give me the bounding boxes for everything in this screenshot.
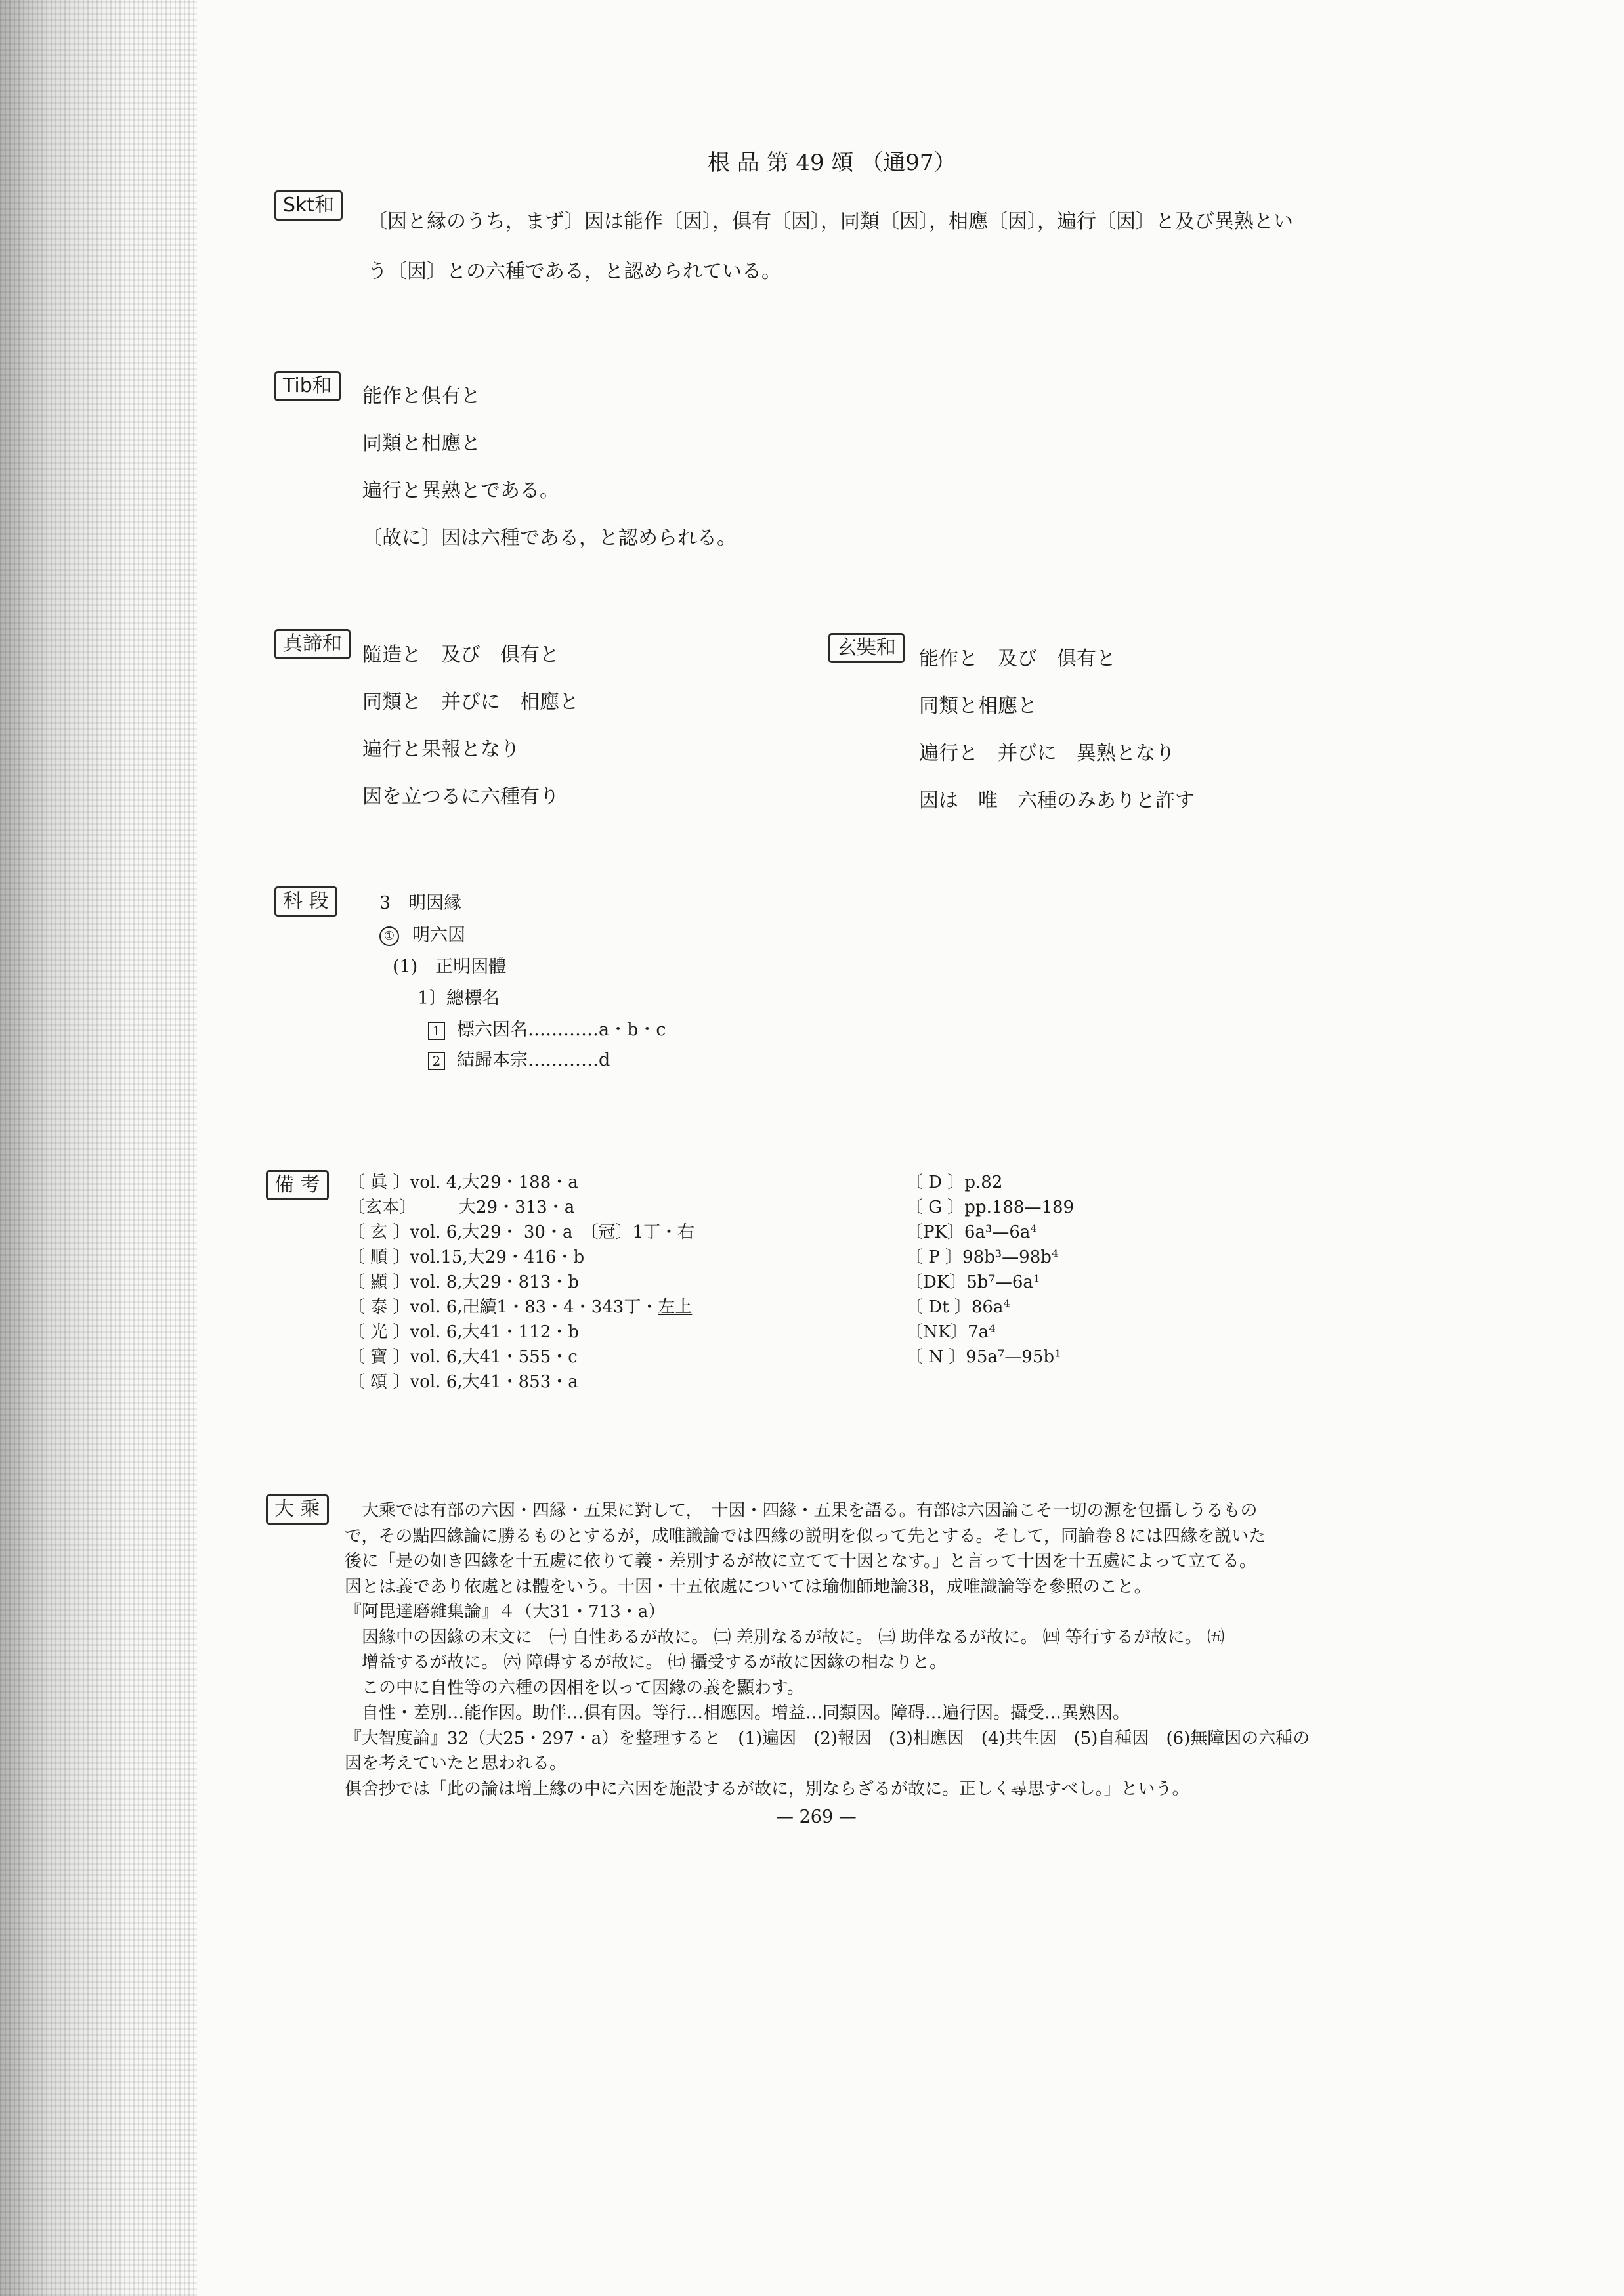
daijo-line: 大乘では有部の六因・四縁・五果に對して， 十因・四緣・五果を語る。有部は六因論こそ一切の源を包攝しうるもの (345, 1501, 1258, 1521)
tib-label: Tib和 (274, 371, 341, 401)
biko-ref: 〔 玄 〕vol. 6,大29・ 30・a 〔冠〕1丁・右 (348, 1223, 694, 1242)
daijo-line: 因を考えていたと思われる。 (345, 1754, 567, 1773)
biko-right-list (906, 1170, 1074, 1370)
kadan-label: 科 段 (274, 886, 337, 917)
tib-line: 同類と相應と (362, 432, 481, 455)
biko-ref: 〔 泰 〕vol. 6,卍續1・83・4・343丁・ (348, 1297, 658, 1317)
tib-line: 〔故に〕因は六種である，と認められる。 (362, 527, 737, 550)
shintai-verse (362, 632, 579, 821)
daijo-line: 因とは義であり依處とは體をいう。十因・十五依處については瑜伽師地論38，成唯識論等を參照のこと。 (345, 1576, 1151, 1597)
shintai-label: 真諦和 (274, 629, 351, 659)
tib-line: 能作と俱有と (362, 385, 481, 408)
biko-ref: 〔 寶 〕vol. 6,大41・555・c (348, 1347, 578, 1367)
kadan-level2-text: 明六因 (412, 925, 465, 945)
biko-ref-with-underline (348, 1295, 694, 1320)
daijo-line: 後に「是の如き四緣を十五處に依りて義・差別するが故に立てて十因となす。」と言って十因を十五處によって立てる。 (345, 1551, 1256, 1571)
shintai-line: 隨造と 及び 俱有と (362, 643, 559, 666)
daijo-line: この中に自性等の六種の因相を以って因緣の義を顯わす。 (345, 1678, 804, 1698)
genjo-line: 遍行と 并びに 異熟となり (919, 742, 1175, 765)
shintai-line: 同類と 并びに 相應と (362, 691, 579, 714)
kadan-level3: (1) 正明因體 (393, 957, 507, 977)
biko-ref: 〔玄本〕 大29・313・a (348, 1198, 575, 1217)
biko-ref: 〔 G 〕pp.188—189 (906, 1198, 1075, 1217)
skt-text (368, 197, 1293, 297)
genjo-line: 同類と相應と (919, 695, 1037, 718)
shintai-line: 因を立つるに六種有り (362, 785, 559, 808)
genjo-line: 因は 唯 六種のみありと許す (919, 789, 1195, 812)
circle-number: ① (379, 926, 399, 946)
biko-ref: 〔 D 〕p.82 (906, 1173, 1003, 1192)
biko-ref: 〔 Dt 〕86a⁴ (906, 1297, 1010, 1317)
skt-line: う〔因〕との六種である，と認められている。 (368, 260, 781, 283)
kadan-level5 (428, 1015, 666, 1041)
kadan-level5-text: 標六因名…………a・b・c (457, 1020, 666, 1040)
skt-line: 〔因と縁のうち，まず〕因は能作〔因〕，俱有〔因〕，同類〔因〕，相應〔因〕，遍行〔因〕と及び異熟とい (368, 210, 1293, 233)
skt-label: Skt和 (274, 190, 343, 221)
box-number: 2 (428, 1052, 445, 1070)
kadan-level4: 1〕總標名 (417, 988, 500, 1008)
biko-ref: 〔 眞 〕vol. 4,大29・188・a (348, 1173, 578, 1192)
daijo-text (345, 1498, 1310, 1802)
biko-ref: 〔 顯 〕vol. 8,大29・813・b (348, 1272, 579, 1292)
daijo-line: 『阿毘達磨雜集論』４（大31・713・a） (345, 1602, 666, 1622)
biko-label: 備 考 (266, 1170, 329, 1200)
daijo-line: 『大智度論』32（大25・297・a）を整理すると (1)遍因 (2)報因 (3)相應因 (4)共生因 (5)自種因 (6)無障因の六種の (345, 1728, 1310, 1748)
biko-left-list (348, 1170, 694, 1395)
kadan-level6-text: 結歸本宗…………d (457, 1050, 610, 1070)
scan-shadow (0, 0, 197, 2296)
tib-verse (362, 373, 737, 562)
genjo-line: 能作と 及び 俱有と (919, 647, 1116, 670)
biko-ref: 〔NK〕7a⁴ (906, 1322, 996, 1342)
kadan-level1: 3 明因縁 (379, 893, 462, 913)
daijo-line: 自性・差別…能作因。助伴…俱有因。等行…相應因。增益…同類因。障碍…遍行因。攝受…異熟因。 (345, 1703, 1130, 1723)
box-number: 1 (428, 1022, 445, 1040)
biko-ref: 〔DK〕5b⁷—6a¹ (906, 1272, 1040, 1292)
biko-ref: 〔 頌 〕vol. 6,大41・853・a (348, 1372, 578, 1392)
daijo-line: 俱舍抄では「此の論は增上緣の中に六因を施設するが故に，別ならざるが故に。正しく尋思すべし。」という。 (345, 1779, 1189, 1799)
genjo-label: 玄奘和 (828, 633, 905, 663)
biko-ref: 〔 P 〕98b³—98b⁴ (906, 1247, 1059, 1267)
biko-ref: 〔 光 〕vol. 6,大41・112・b (348, 1322, 579, 1342)
daijo-line: 因緣中の因緣の末文に ㈠ 自性あるが故に。 ㈡ 差別なるが故に。 ㈢ 助伴なるが故に。 ㈣ 等行するが故に。 ㈤ (345, 1627, 1225, 1647)
kadan-level6 (428, 1045, 610, 1071)
biko-ref: 〔 順 〕vol.15,大29・416・b (348, 1247, 585, 1267)
shintai-line: 遍行と果報となり (362, 738, 520, 761)
page-title: 根 品 第 49 頌 （通97） (708, 150, 956, 176)
daijo-label: 大 乘 (266, 1494, 329, 1525)
tib-line: 遍行と異熟とである。 (362, 479, 559, 502)
daijo-line: で，その點四緣論に勝るものとするが，成唯識論では四緣の説明を似って先とする。そして，同論卷８には四緣を説いた (345, 1526, 1266, 1546)
kadan-level2 (379, 921, 465, 946)
genjo-verse (919, 636, 1195, 825)
biko-ref: 〔PK〕6a³—6a⁴ (906, 1223, 1037, 1242)
page-number: — 269 — (776, 1807, 857, 1827)
biko-ref-underlined: 左上 (658, 1297, 693, 1317)
daijo-line: 增益するが故に。 ㈥ 障碍するが故に。 ㈦ 攝受するが故に因緣の相なりと。 (345, 1653, 947, 1672)
biko-ref: 〔 N 〕95a⁷—95b¹ (906, 1347, 1061, 1367)
